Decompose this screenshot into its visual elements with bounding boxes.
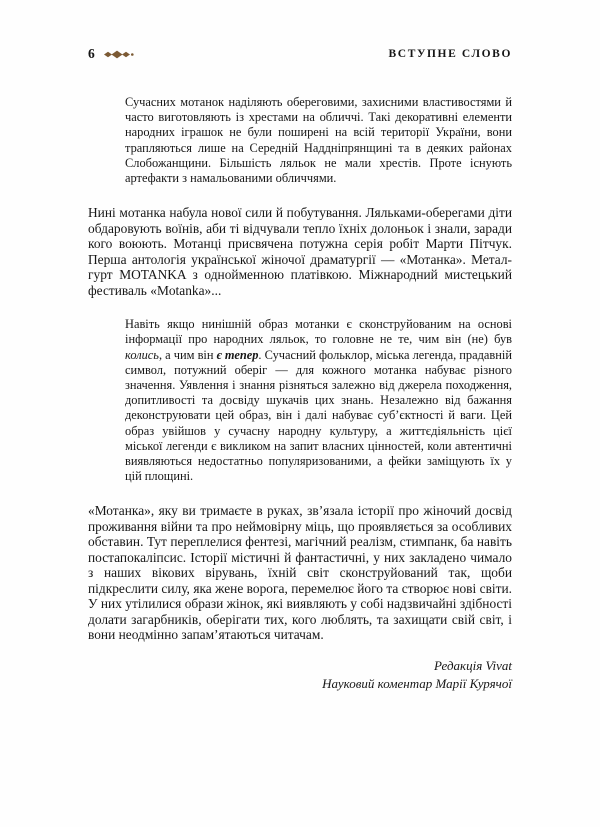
quote-block-2 bbox=[125, 317, 512, 484]
page-number: 6 bbox=[88, 46, 95, 61]
signature-line-editorial: Редакція Vivat bbox=[434, 657, 512, 673]
page-content bbox=[88, 95, 512, 693]
paragraph-2: «Мотанка», яку ви тримаєте в руках, зв’язала історії про жіночий досвід проживання війни та про неймовірну міць, що проявляється за особливих обставин. Тут переплелися фентезі, магічний реалізм, стимпанк, ба навіть постапокаліпсис. Історії містичні й фантастичні, у них закладено чимало з наших вікових вірувань, їхній світ сконструйований так, щоби підкреслити силу, яка жене ворога, перемелює його та створює нові світи. У них утілилися образи жінок, які виявляють у собі надзвичайні здібності долати загарбників, оберігати тих, кого люблять, та захищати свій світ, і вони неодмінно запам’ятаються читачам. bbox=[88, 503, 512, 643]
quote2-text-mid: , а чим він bbox=[158, 347, 217, 362]
running-head bbox=[88, 46, 512, 62]
quote2-text-pre: Навіть якщо нинішній образ мотанки є сконструйованим на основі інформації про народних ляльок, то головне не те, чим він (не) був bbox=[125, 317, 512, 347]
quote2-emphasis-teper: є тепер bbox=[216, 347, 259, 362]
signature-block bbox=[88, 657, 512, 693]
quote-block-1: Сучасних мотанок наділяють обереговими, захисними властивостями й часто виготовляють із хрестами на обличчі. Такі декоративні елементи народних іграшок не були поширені на всій території України, вони трапляються лише на Середній Наддніпрянщині та в деяких районах Слобожанщини. Більшість ляльок не мали хрестів. Проте існують артефакти з намальованими обличчями. bbox=[125, 95, 512, 186]
quote2-emphasis-kolys: колись bbox=[125, 347, 159, 362]
signature-line-commentary: Науковий коментар Марії Курячої bbox=[322, 675, 512, 691]
quote2-text-post: . Сучасний фольклор, міська легенда, прадавній символ, потужний оберіг — для кожного мотанка набуває різного значення. Уявлення і знання різняться залежно від джерела походження, допитливості та досвіду шукачів цих знань. Незалежно від бажання деконструювати цей образ, він і далі набуває суб’єктності й ваги. Цей образ увійшов у сучасну народну культуру, а життєдіяльність цієї міської легенди є викликом на запит власних цінностей, коли автентичні виявляються недостатньо популяризованими, а фейки заміщують їх у цій площині. bbox=[125, 347, 512, 484]
running-title: ВСТУПНЕ СЛОВО bbox=[388, 48, 512, 60]
header-ornament-icon bbox=[104, 50, 134, 59]
paragraph-1: Нині мотанка набула нової сили й побутування. Ляльками-оберегами діти обдаровують воїнів, аби ті відчували тепло їхніх долоньок і знали, заради кого воюють. Мотанці присвячена потужна серія робіт Марти Пітчук. Перша антологія української жіночої драматургії — «Мотанка». Метал-гурт MOTANKA з однойменною платівкою. Міжнародний мистецький фестиваль «Motanka»... bbox=[88, 205, 512, 298]
